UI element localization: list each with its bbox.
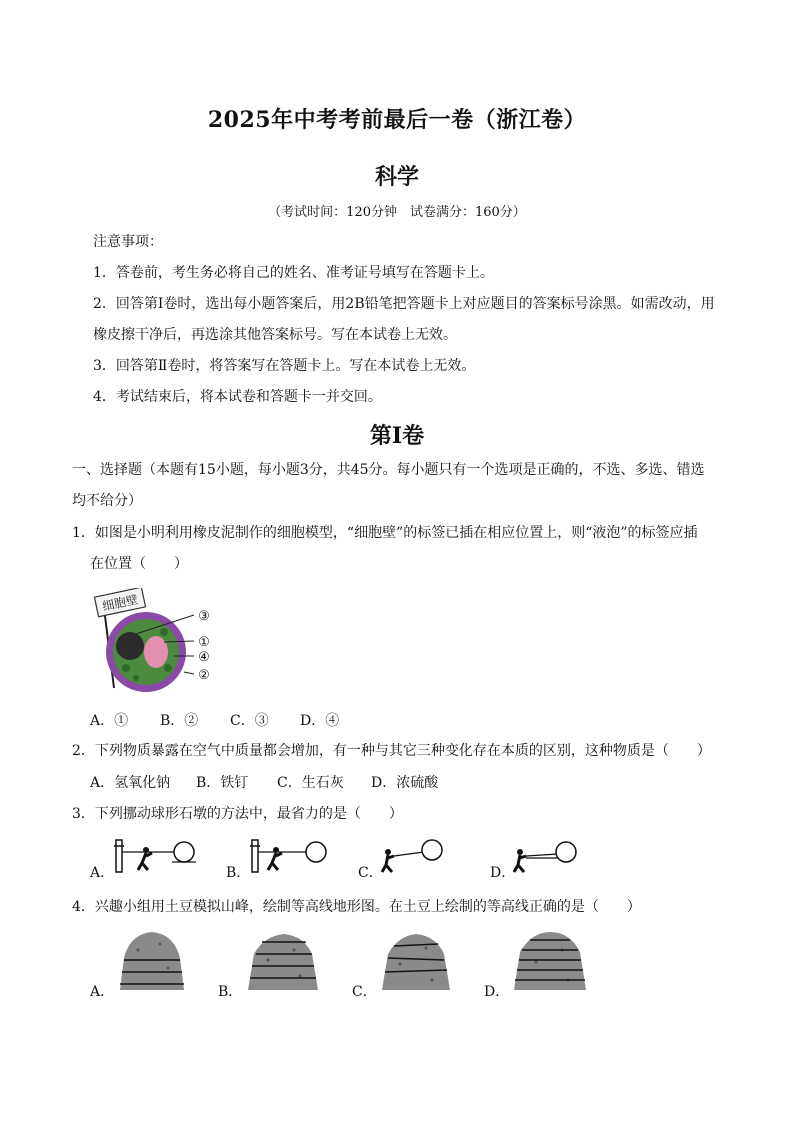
question-4-stem: 4．兴趣小组用土豆模拟山峰，绘制等高线地形图。在土豆上绘制的等高线正确的是（ ）	[72, 899, 641, 915]
note-item: 1．答卷前，考生务必将自己的姓名、准考证号填写在答题卡上。	[93, 265, 494, 281]
q2-option-c[interactable]: C．生石灰	[277, 775, 344, 791]
q4-figure-a	[116, 928, 188, 992]
marker-2: ②	[198, 668, 210, 683]
q3-figure-a	[112, 836, 198, 876]
cell-model-figure	[86, 588, 216, 698]
section-title: 第Ⅰ卷	[369, 423, 425, 449]
q2-option-b[interactable]: B．铁钉	[196, 775, 249, 791]
question-1-stem-cont: 在位置（ ）	[90, 556, 188, 572]
exam-title: 2025年中考考前最后一卷（浙江卷）	[207, 107, 587, 133]
section-instruction-cont: 均不给分）	[72, 493, 142, 509]
note-item: 4．考试结束后，将本试卷和答题卡一并交回。	[93, 389, 382, 405]
note-item: 2．回答第Ⅰ卷时，选出每小题答案后，用2B铅笔把答题卡上对应题目的答案标号涂黑。如需改动，用	[93, 296, 715, 312]
section-instruction: 一、选择题（本题有15小题，每小题3分，共45分。每小题只有一个选项是正确的，不选、多选、错选	[72, 462, 705, 478]
q4-figure-b	[244, 930, 322, 992]
q4-figure-c	[378, 930, 454, 992]
q4-option-d[interactable]: D．	[484, 984, 510, 1000]
q4-option-b[interactable]: B．	[218, 984, 243, 1000]
q1-option-b[interactable]: B．②	[160, 713, 199, 729]
marker-4: ④	[198, 650, 210, 665]
q3-option-c[interactable]: C．	[358, 865, 383, 881]
cell-wall-label: 细胞壁	[101, 592, 140, 614]
exam-info: （考试时间：120分钟 试卷满分：160分）	[268, 205, 526, 220]
q1-option-a[interactable]: A．①	[90, 713, 129, 729]
q3-figure-b	[248, 836, 330, 876]
q3-figure-c	[380, 838, 444, 876]
note-item: 橡皮擦干净后，再选涂其他答案标号。写在本试卷上无效。	[93, 327, 457, 343]
q3-option-d[interactable]: D．	[490, 865, 516, 881]
note-item: 3．回答第Ⅱ卷时，将答案写在答题卡上。写在本试卷上无效。	[93, 358, 476, 374]
nucleus-shape	[116, 632, 144, 660]
q1-option-c[interactable]: C．③	[230, 713, 269, 729]
q4-figure-d	[510, 928, 590, 992]
q2-option-a[interactable]: A．氢氧化钠	[90, 775, 171, 791]
question-1-stem: 1．如图是小明利用橡皮泥制作的细胞模型，“细胞壁”的标签已插在相应位置上，则“液泡”的标签应插	[72, 525, 698, 541]
vacuole-shape	[144, 636, 168, 668]
q3-option-b[interactable]: B．	[226, 865, 251, 881]
subject-title: 科学	[374, 164, 419, 190]
q2-option-d[interactable]: D．浓硫酸	[371, 775, 439, 791]
q4-option-c[interactable]: C．	[352, 984, 377, 1000]
question-3-stem: 3．下列挪动球形石墩的方法中，最省力的是（ ）	[72, 806, 403, 822]
question-2-stem: 2．下列物质暴露在空气中质量都会增加，有一种与其它三种变化存在本质的区别，这种物质是（ ）	[72, 743, 711, 759]
q1-option-d[interactable]: D．④	[300, 713, 340, 729]
marker-1: ①	[198, 635, 210, 650]
q3-option-a[interactable]: A．	[90, 865, 115, 881]
marker-3: ③	[198, 609, 210, 624]
notes-heading: 注意事项：	[93, 234, 163, 250]
q3-figure-d	[512, 838, 578, 876]
q4-option-a[interactable]: A．	[90, 984, 115, 1000]
